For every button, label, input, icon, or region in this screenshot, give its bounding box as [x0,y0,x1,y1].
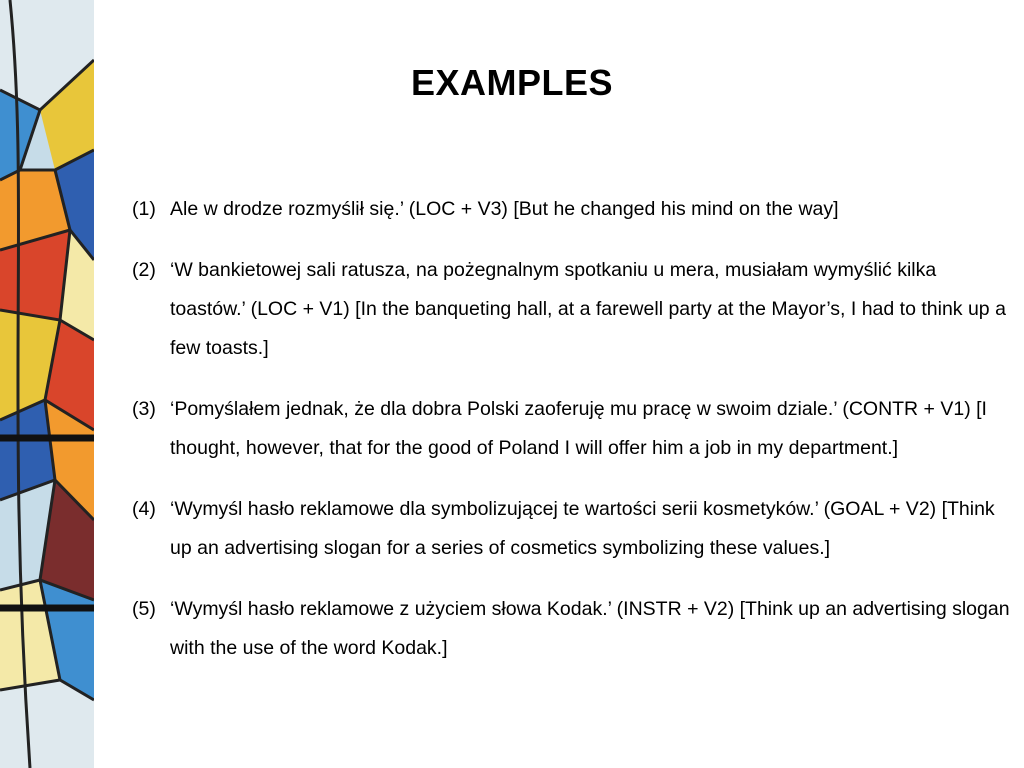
slide-title: EXAMPLES [410,62,614,103]
example-number: (4) [132,498,156,520]
example-number: (2) [132,259,156,281]
example-item [132,190,1012,229]
example-text: ‘Wymyśl hasło reklamowe dla symbolizującej te wartości serii kosmetyków.’ (GOAL + V2) [Think up an advertising slogan for a series of cosmetics symbolizing these values.] [170,498,995,559]
example-item [132,590,1012,668]
example-item [132,251,1012,368]
stained-glass-decoration [0,0,94,768]
example-text: ‘Wymyśl hasło reklamowe z użyciem słowa Kodak.’ (INSTR + V2) [Think up an advertising slogan with the use of the word Kodak.] [170,598,1010,659]
example-text: ‘W bankietowej sali ratusza, na pożegnalnym spotkaniu u mera, musiałam wymyślić kilka toastów.’ (LOC + V1) [In the banqueting hall, at a farewell party at the Mayor’s, I had to think up a few toasts.] [170,259,1006,359]
examples-list [132,190,1012,668]
example-number: (3) [132,398,156,420]
example-number: (1) [132,198,156,220]
example-text: ‘Pomyślałem jednak, że dla dobra Polski zaoferuję mu pracę w swoim dziale.’ (CONTR + V1) [I thought, however, that for the good of Poland I will offer him a job in my department.] [170,398,987,459]
example-item [132,490,1012,568]
example-item [132,390,1012,468]
example-number: (5) [132,598,156,620]
example-text: Ale w drodze rozmyślił się.’ (LOC + V3) [But he changed his mind on the way] [170,198,839,220]
